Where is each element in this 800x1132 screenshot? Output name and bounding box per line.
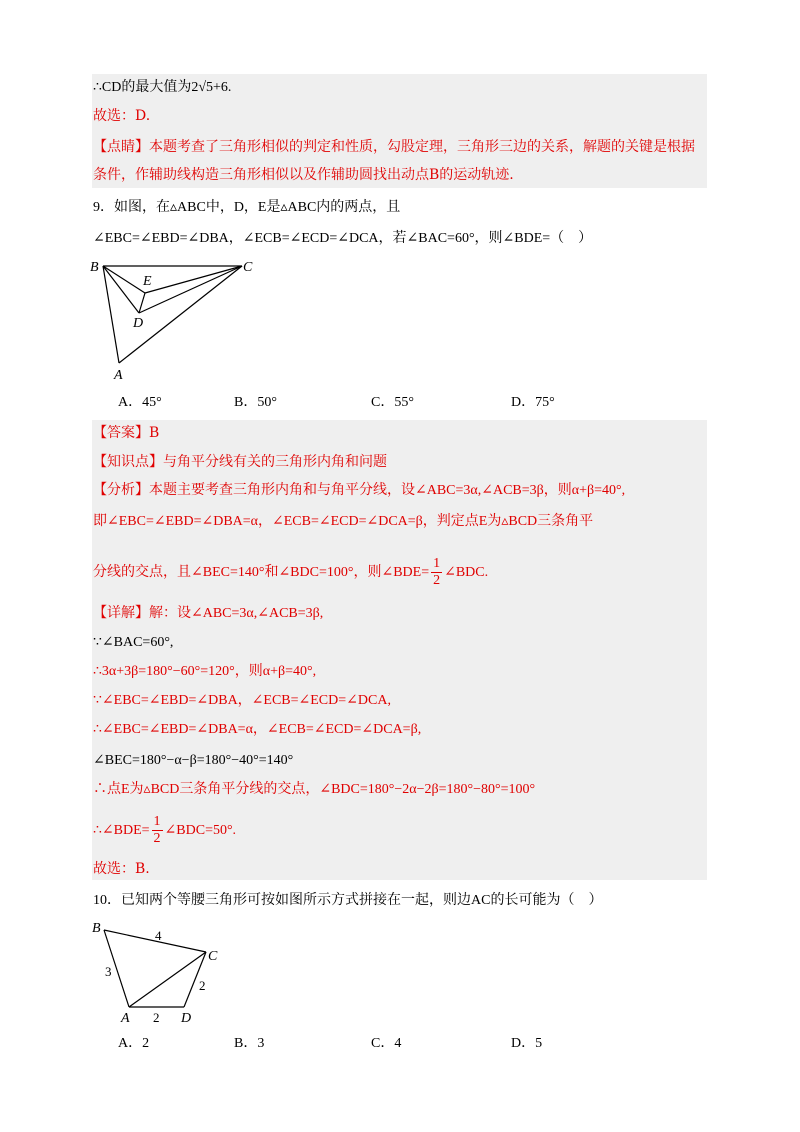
q9-label-C: C: [243, 260, 253, 275]
q9-label-A: A: [114, 368, 123, 383]
q9-analysis-line-3: [93, 556, 488, 590]
q9-option-a: A．45°: [118, 395, 162, 410]
q9-detail-line-7: ∴点E为▵BCD三条角平分线的交点，∠BDC=180°−2α−2β=180°−80°=100°: [93, 782, 536, 797]
q9-stem-line-1: 9．如图，在▵ABC中，D，E是▵ABC内的两点，且: [93, 200, 401, 215]
q9-analysis-line-3-text: 分线的交点，且∠BEC=140°和∠BDC=100°，则∠BDE=: [93, 565, 430, 580]
fraction-denominator: 2: [433, 573, 441, 589]
q9-detail-line-6: ∠BEC=180°−α−β=180°−40°=140°: [93, 753, 294, 768]
q9-answer: 【答案】B: [93, 425, 160, 441]
q9-detail-line-2: ∵∠BAC=60°,: [93, 635, 174, 650]
prev-conclusion-line: ∴CD的最大值为2√5+6.: [93, 80, 232, 95]
q9-analysis-line-1: 【分析】本题主要考查三角形内角和与角平分线，设∠ABC=3α,∠ACB=3β，则α+β=40°,: [93, 483, 626, 498]
q10-label-C: C: [208, 949, 218, 964]
q9-option-b: B．50°: [234, 395, 277, 410]
q9-analysis-line-2: 即∠EBC=∠EBD=∠DBA=α，∠ECB=∠ECD=∠DCA=β，判定点E为▵BCD三条角平: [93, 514, 594, 529]
q9-option-c: C．55°: [371, 395, 414, 410]
q9-triangle-figure: [88, 255, 268, 385]
q9-analysis-line-3-tail: ∠BDC.: [444, 565, 489, 580]
q10-length-BC: 4: [155, 928, 162, 943]
q10-option-c: C．4: [371, 1036, 402, 1051]
q9-detail-line-4: ∵∠EBC=∠EBD=∠DBA，∠ECB=∠ECD=∠DCA,: [93, 693, 391, 708]
q9-knowledge-point: 【知识点】与角平分线有关的三角形内角和问题: [93, 454, 387, 470]
q10-length-AD: 2: [153, 1010, 160, 1025]
q9-choose-line: 故选：B.: [93, 861, 150, 877]
q9-detail-fraction: [152, 814, 163, 847]
q10-length-CD: 2: [199, 978, 206, 993]
q10-option-a: A．2: [118, 1036, 150, 1051]
q10-label-D: D: [181, 1011, 192, 1026]
q10-option-d: D．5: [511, 1036, 543, 1051]
q9-label-B: B: [90, 260, 99, 275]
q9-label-D: D: [133, 316, 144, 331]
prev-tip-line-2: 条件，作辅助线构造三角形相似以及作辅助圆找出动点B的运动轨迹.: [93, 167, 514, 183]
q10-label-B: B: [92, 921, 101, 936]
q10-label-A: A: [121, 1011, 130, 1026]
fraction-denominator: 2: [153, 831, 161, 847]
q9-option-d: D．75°: [511, 395, 555, 410]
q10-option-b: B．3: [234, 1036, 265, 1051]
q9-stem-line-2: ∠EBC=∠EBD=∠DBA，∠ECB=∠ECD=∠DCA，若∠BAC=60°，则∠BDE=（ ）: [93, 231, 593, 246]
prev-choose-line: 故选：D.: [93, 108, 151, 124]
q9-detail-line-8: [93, 814, 236, 848]
q9-detail-line-8-text: ∴∠BDE=: [93, 823, 150, 838]
q9-analysis-fraction: [431, 556, 442, 589]
q9-detail-line-1: 【详解】解：设∠ABC=3α,∠ACB=3β,: [93, 606, 324, 621]
q9-detail-line-5: ∴∠EBC=∠EBD=∠DBA=α，∠ECB=∠ECD=∠DCA=β,: [93, 722, 422, 737]
prev-tip-line-1: 【点睛】本题考查了三角形相似的判定和性质，勾股定理，三角形三边的关系，解题的关键是根据: [93, 139, 695, 155]
q10-quadrilateral-figure: [88, 918, 228, 1028]
fraction-numerator: 1: [153, 814, 161, 830]
fraction-numerator: 1: [433, 556, 441, 572]
q9-detail-line-3: ∴3α+3β=180°−60°=120°，则α+β=40°,: [93, 664, 317, 679]
q9-label-E: E: [143, 274, 152, 289]
q9-detail-line-8-tail: ∠BDC=50°.: [164, 823, 237, 838]
q10-stem: 10．已知两个等腰三角形可按如图所示方式拼接在一起，则边AC的长可能为（ ）: [93, 893, 603, 908]
q10-length-AB: 3: [105, 964, 112, 979]
